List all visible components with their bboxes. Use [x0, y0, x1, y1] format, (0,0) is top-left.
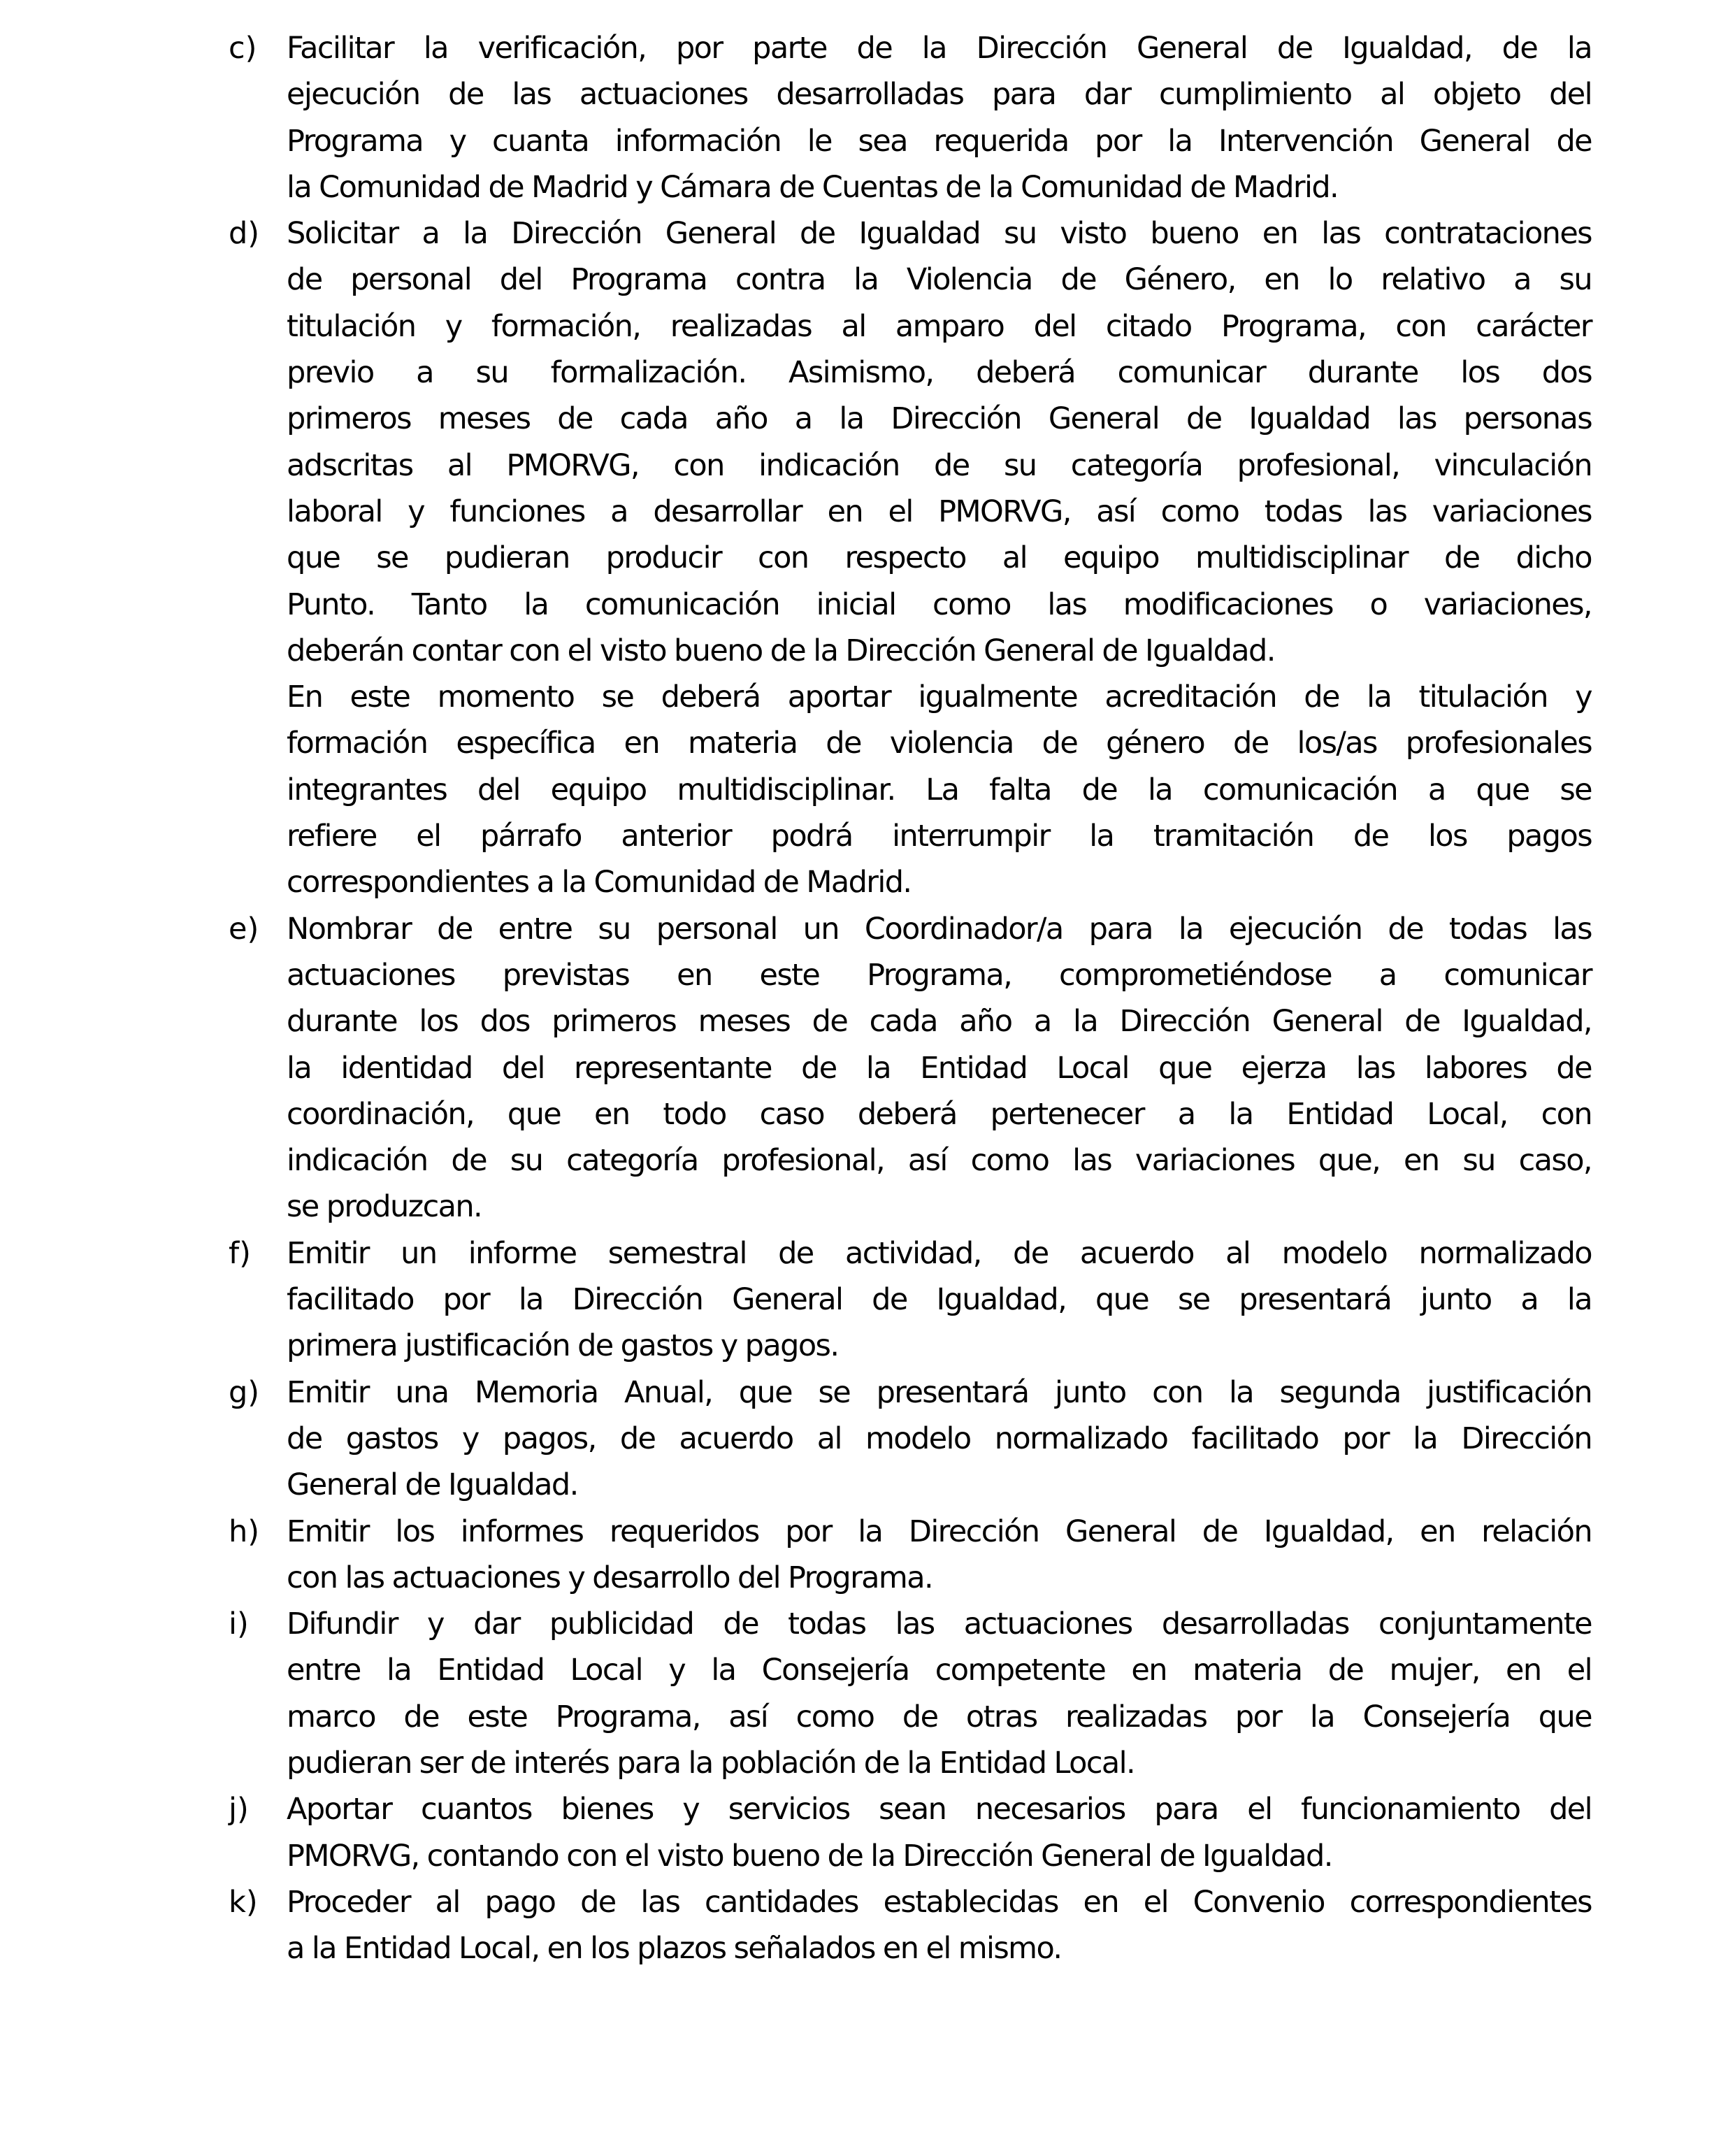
list-item-label: h): [229, 1514, 260, 1549]
text-line: se produzcan.: [287, 1189, 482, 1225]
text-line: pudieran ser de interés para la población de la Entidad Local.: [287, 1745, 1135, 1781]
text-line: previo a su formalización. Asimismo, deberá comunicar durante los dos: [287, 355, 1592, 391]
text-line: Aportar cuantos bienes y servicios sean necesarios para el funcionamiento del: [287, 1792, 1592, 1827]
text-line: adscritas al PMORVG, con indicación de su categoría profesional, vinculación: [287, 447, 1592, 483]
text-line: ejecución de las actuaciones desarrolladas para dar cumplimiento al objeto del: [287, 77, 1592, 113]
text-line: la Comunidad de Madrid y Cámara de Cuentas de la Comunidad de Madrid.: [287, 169, 1339, 205]
text-line: actuaciones previstas en este Programa, comprometiéndose a comunicar: [287, 957, 1592, 993]
list-item-label: k): [229, 1884, 258, 1920]
text-line: Solicitar a la Dirección General de Igualdad su visto bueno en las contrataciones: [287, 216, 1592, 252]
list-item-body: [287, 1370, 1592, 1509]
text-line: la identidad del representante de la Entidad Local que ejerza las labores de: [287, 1050, 1592, 1086]
text-line: Facilitar la verificación, por parte de la Dirección General de Igualdad, de la: [287, 31, 1592, 66]
text-line: titulación y formación, realizadas al amparo del citado Programa, con carácter: [287, 308, 1592, 344]
list-item: [229, 1786, 1592, 1879]
text-line: integrantes del equipo multidisciplinar. La falta de la comunicación a que se: [287, 772, 1592, 807]
text-line: durante los dos primeros meses de cada año a la Dirección General de Igualdad,: [287, 1004, 1592, 1040]
text-line: entre la Entidad Local y la Consejería competente en materia de mujer, en el: [287, 1653, 1592, 1688]
list-item: [229, 1879, 1592, 1972]
list-item-body: [287, 25, 1592, 210]
text-line: refiere el párrafo anterior podrá interrumpir la tramitación de los pagos: [287, 819, 1592, 854]
text-line: con las actuaciones y desarrollo del Programa.: [287, 1560, 933, 1595]
text-line: formación específica en materia de violencia de género de los/as profesionales: [287, 726, 1592, 761]
list-item-body: [287, 1601, 1592, 1786]
list-item-label: g): [229, 1374, 260, 1410]
text-line: Emitir los informes requeridos por la Dirección General de Igualdad, en relación: [287, 1514, 1592, 1549]
text-line: coordinación, que en todo caso deberá pertenecer a la Entidad Local, con: [287, 1096, 1592, 1132]
text-line: Difundir y dar publicidad de todas las actuaciones desarrolladas conjuntamente: [287, 1607, 1592, 1642]
list-item: [229, 1230, 1592, 1370]
list-item-label: f): [229, 1235, 251, 1271]
list-item-label: d): [229, 216, 260, 252]
text-line: General de Igualdad.: [287, 1467, 578, 1503]
list-item: [229, 1509, 1592, 1602]
text-line: Nombrar de entre su personal un Coordinador/a para la ejecución de todas las: [287, 911, 1592, 947]
text-line: marco de este Programa, así como de otras realizadas por la Consejería que: [287, 1699, 1592, 1734]
text-line: Programa y cuanta información le sea requerida por la Intervención General de: [287, 123, 1592, 159]
text-line: Punto. Tanto la comunicación inicial como las modificaciones o variaciones,: [287, 587, 1592, 622]
text-line: a la Entidad Local, en los plazos señalados en el mismo.: [287, 1931, 1062, 1967]
text-line: que se pudieran producir con respecto al equipo multidisciplinar de dicho: [287, 540, 1592, 576]
text-line: Emitir una Memoria Anual, que se presentará junto con la segunda justificación: [287, 1374, 1592, 1410]
text-line: Proceder al pago de las cantidades establecidas en el Convenio correspondientes: [287, 1884, 1592, 1920]
text-line: deberán contar con el visto bueno de la Dirección General de Igualdad.: [287, 633, 1275, 668]
list-item: [229, 906, 1592, 1230]
list-item-body: [287, 1230, 1592, 1370]
text-line: PMORVG, contando con el visto bueno de la Dirección General de Igualdad.: [287, 1838, 1332, 1874]
list-item-body: [287, 906, 1592, 1230]
text-line: indicación de su categoría profesional, así como las variaciones que, en su caso,: [287, 1143, 1592, 1179]
text-line: correspondientes a la Comunidad de Madrid.: [287, 865, 912, 900]
text-line: laboral y funciones a desarrollar en el PMORVG, así como todas las variaciones: [287, 494, 1592, 529]
list-item-label: e): [229, 911, 259, 947]
list-item-body: [287, 210, 1592, 905]
list-item: [229, 210, 1592, 905]
list-item-body: [287, 1786, 1592, 1879]
text-line: primera justificación de gastos y pagos.: [287, 1328, 839, 1364]
list-item-label: j): [229, 1792, 249, 1827]
text-line: facilitado por la Dirección General de Igualdad, que se presentará junto a la: [287, 1282, 1592, 1318]
text-line: primeros meses de cada año a la Dirección General de Igualdad las personas: [287, 401, 1592, 437]
obligations-list: [229, 25, 1592, 1971]
list-item: [229, 1601, 1592, 1786]
text-line: Emitir un informe semestral de actividad, de acuerdo al modelo normalizado: [287, 1235, 1592, 1271]
list-item-body: [287, 1509, 1592, 1602]
list-item-label: c): [229, 31, 257, 66]
list-item: [229, 25, 1592, 210]
list-item-label: i): [229, 1607, 249, 1642]
list-item: [229, 1370, 1592, 1509]
text-line: En este momento se deberá aportar igualmente acreditación de la titulación y: [287, 680, 1592, 715]
text-line: de gastos y pagos, de acuerdo al modelo normalizado facilitado por la Dirección: [287, 1421, 1592, 1456]
text-line: de personal del Programa contra la Violencia de Género, en lo relativo a su: [287, 262, 1592, 298]
list-item-body: [287, 1879, 1592, 1972]
